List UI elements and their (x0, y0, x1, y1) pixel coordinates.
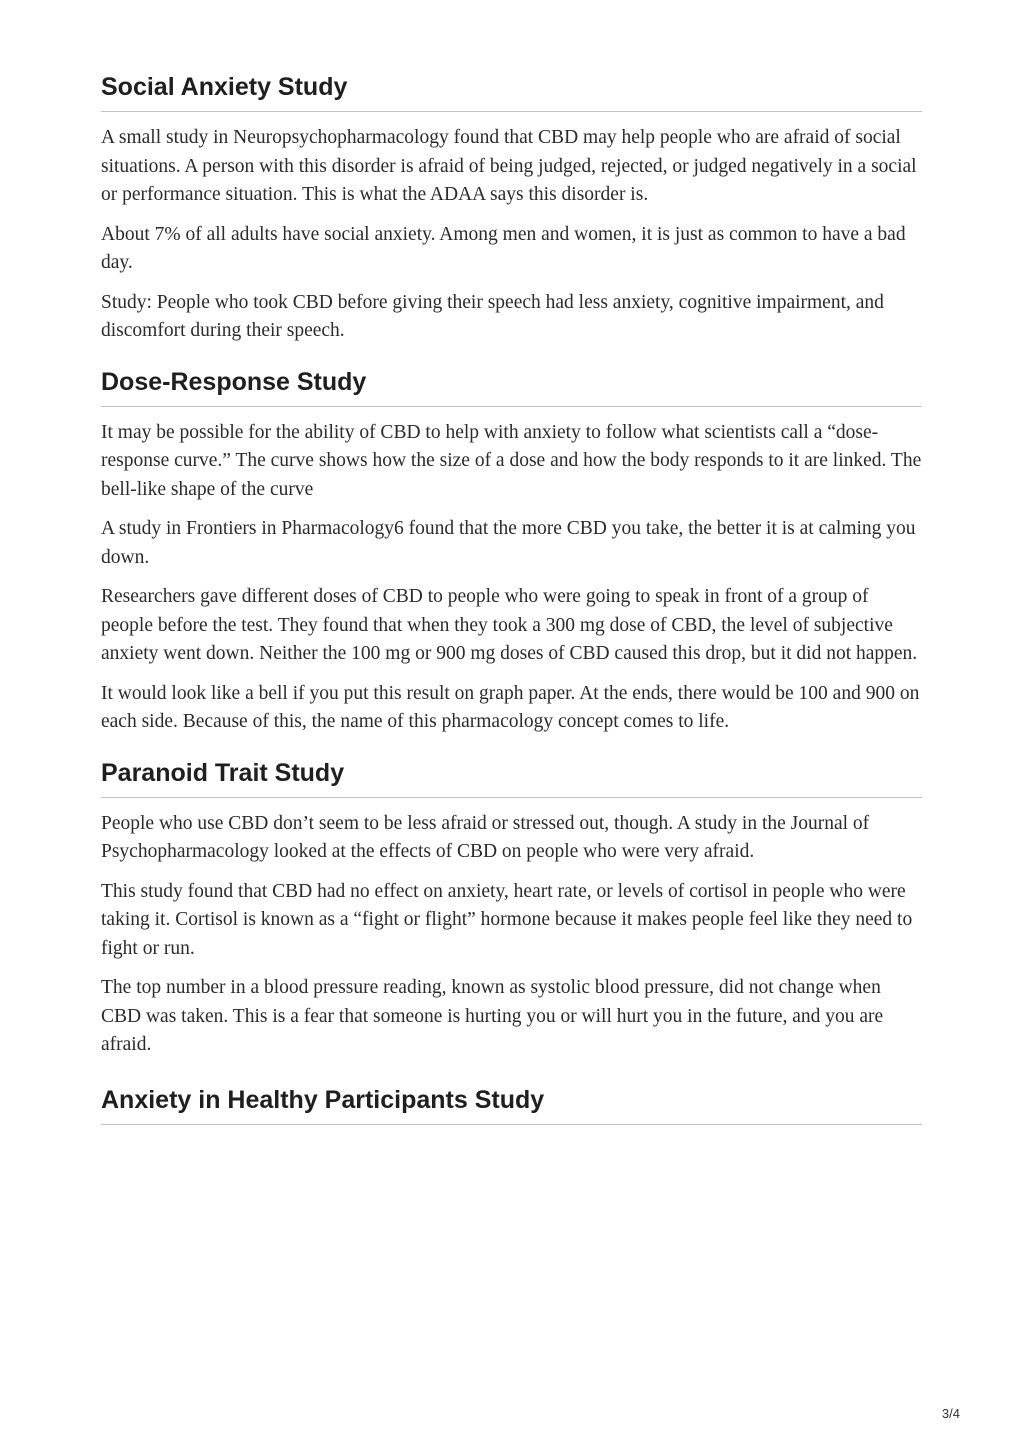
article-content (101, 70, 922, 1125)
section-heading: Dose-Response Study (101, 365, 922, 407)
paragraph: A small study in Neuropsychopharmacology found that CBD may help people who are afraid of social situations. A person with this disorder is afraid of being judged, rejected, or judged negatively in a social or performance situation. This is what the ADAA says this disorder is. (101, 127, 917, 205)
section-social-anxiety (101, 70, 922, 346)
paragraph: The top number in a blood pressure reading, known as systolic blood pressure, did not change when CBD was taken. This is a fear that someone is hurting you or will hurt you in the future, and you are afraid. (101, 977, 884, 1055)
section-heading: Paranoid Trait Study (101, 756, 922, 798)
section-paranoid-trait (101, 756, 922, 1060)
section-dose-response (101, 365, 922, 737)
paragraph: People who use CBD don’t seem to be less afraid or stressed out, though. A study in the Journal of Psychopharmacology looked at the effects of CBD on people who were very afraid. (101, 812, 870, 862)
paragraph: This study found that CBD had no effect on anxiety, heart rate, or levels of cortisol in people who were taking it. Cortisol is known as a “fight or flight” hormone because it makes people feel like they need to fight or run. (101, 880, 913, 959)
paragraph: Researchers gave different doses of CBD to people who were going to speak in front of a group of people before the test. They found that when they took a 300 mg dose of CBD, the level of subjective anxiety went down. Neither the 100 mg or 900 mg doses of CBD caused this drop, but it did not happen. (101, 586, 918, 664)
paragraph: It may be possible for the ability of CBD to help with anxiety to follow what scientists call a “dose-response curve.” The curve shows how the size of a dose and how the body responds to it are linked. The bell-like shape of the curve (101, 421, 922, 500)
section-heading: Social Anxiety Study (101, 70, 922, 112)
paragraph: A study in Frontiers in Pharmacology6 found that the more CBD you take, the better it is at calming you down. (101, 518, 916, 568)
section-heading: Anxiety in Healthy Participants Study (101, 1083, 922, 1125)
section-healthy-participants (101, 1083, 922, 1125)
paragraph: About 7% of all adults have social anxiety. Among men and women, it is just as common to have a bad day. (101, 223, 906, 273)
page-number: 3/4 (941, 1406, 960, 1421)
paragraph: Study: People who took CBD before giving their speech had less anxiety, cognitive impairment, and discomfort during their speech. (101, 291, 884, 341)
paragraph: It would look like a bell if you put this result on graph paper. At the ends, there would be 100 and 900 on each side. Because of this, the name of this pharmacology concept comes to life. (101, 682, 920, 732)
